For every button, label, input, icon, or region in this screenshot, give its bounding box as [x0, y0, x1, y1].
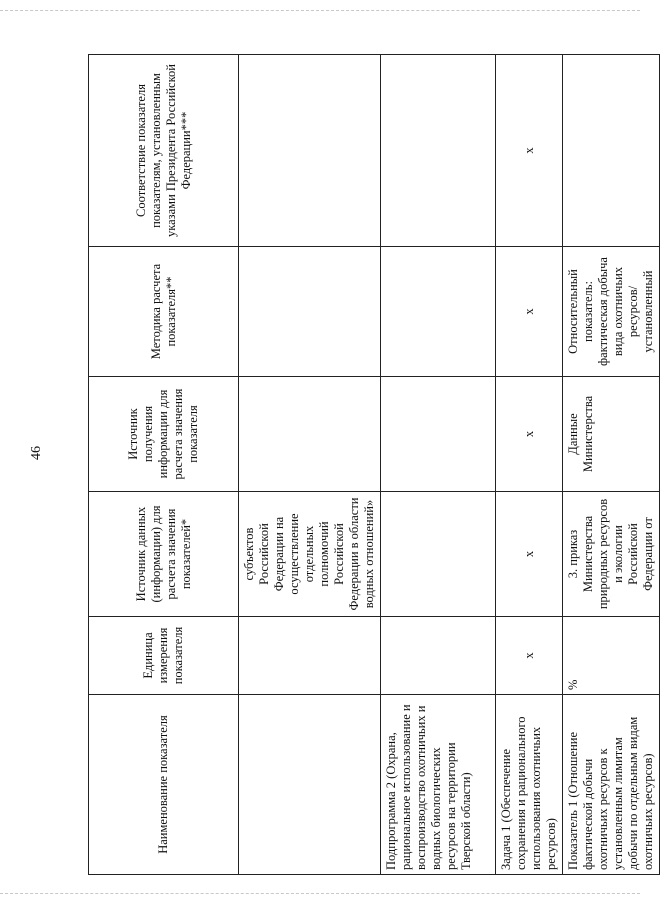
table-header-row	[89, 55, 239, 875]
cell-info-source: Данные Министерства	[563, 377, 660, 492]
table-row	[563, 55, 660, 875]
cell-compliance	[239, 55, 381, 247]
cell-source	[381, 492, 496, 617]
cell-compliance	[563, 55, 660, 247]
cell-name: Показатель 1 (Отношение фактической добычи охотничьих ресурсов к установленным лимитам добычи по отдельным видам охотничьих ресурсов)	[563, 695, 660, 875]
cell-compliance: х	[496, 55, 563, 247]
header-indicator-name: Наименование показателя	[89, 695, 239, 875]
rotated-table-page	[88, 55, 655, 875]
cell-name: Задача 1 (Обеспечение сохранения и рационального использования охотничьих ресурсов)	[496, 695, 563, 875]
cell-method	[381, 247, 496, 377]
cell-compliance	[381, 55, 496, 247]
table-row	[496, 55, 563, 875]
cell-unit	[381, 617, 496, 695]
cell-method: Относительный показатель: фактическая добыча вида охотничьих ресурсов/ установленный	[563, 247, 660, 377]
header-method: Методика расчета показателя**	[89, 247, 239, 377]
cell-unit: х	[496, 617, 563, 695]
header-info-source: Источник получения информации для расчета значения показателя	[89, 377, 239, 492]
cell-source: х	[496, 492, 563, 617]
header-data-source: Источник данных (информации) для расчета значения показателей*	[89, 492, 239, 617]
cell-name: Подпрограмма 2 (Охрана, рациональное использование и воспроизводство охотничьих и водных биологических ресурсов на территории Тверской области)	[381, 695, 496, 875]
cell-source: 3. приказ Министерства природных ресурсов и экологии Российской Федерации от	[563, 492, 660, 617]
cell-method: х	[496, 247, 563, 377]
cell-info-source: х	[496, 377, 563, 492]
cell-unit: %	[563, 617, 660, 695]
page-number: 46	[29, 446, 44, 460]
table-row	[239, 55, 381, 875]
header-unit: Единица измерения показателя	[89, 617, 239, 695]
cell-info-source	[381, 377, 496, 492]
cell-info-source	[239, 377, 381, 492]
cell-source: субъектов Российской Федерации на осуществление отдельных полномочий Российской Федерации в области водных отношений»	[239, 492, 381, 617]
cell-name	[239, 695, 381, 875]
scan-edge-top	[0, 10, 640, 11]
scan-edge-bottom	[0, 893, 640, 894]
cell-method	[239, 247, 381, 377]
header-compliance: Соответствие показателя показателям, установленным указами Президента Российской Федерации***	[89, 55, 239, 247]
indicators-table	[88, 54, 660, 875]
cell-unit	[239, 617, 381, 695]
table-row	[381, 55, 496, 875]
